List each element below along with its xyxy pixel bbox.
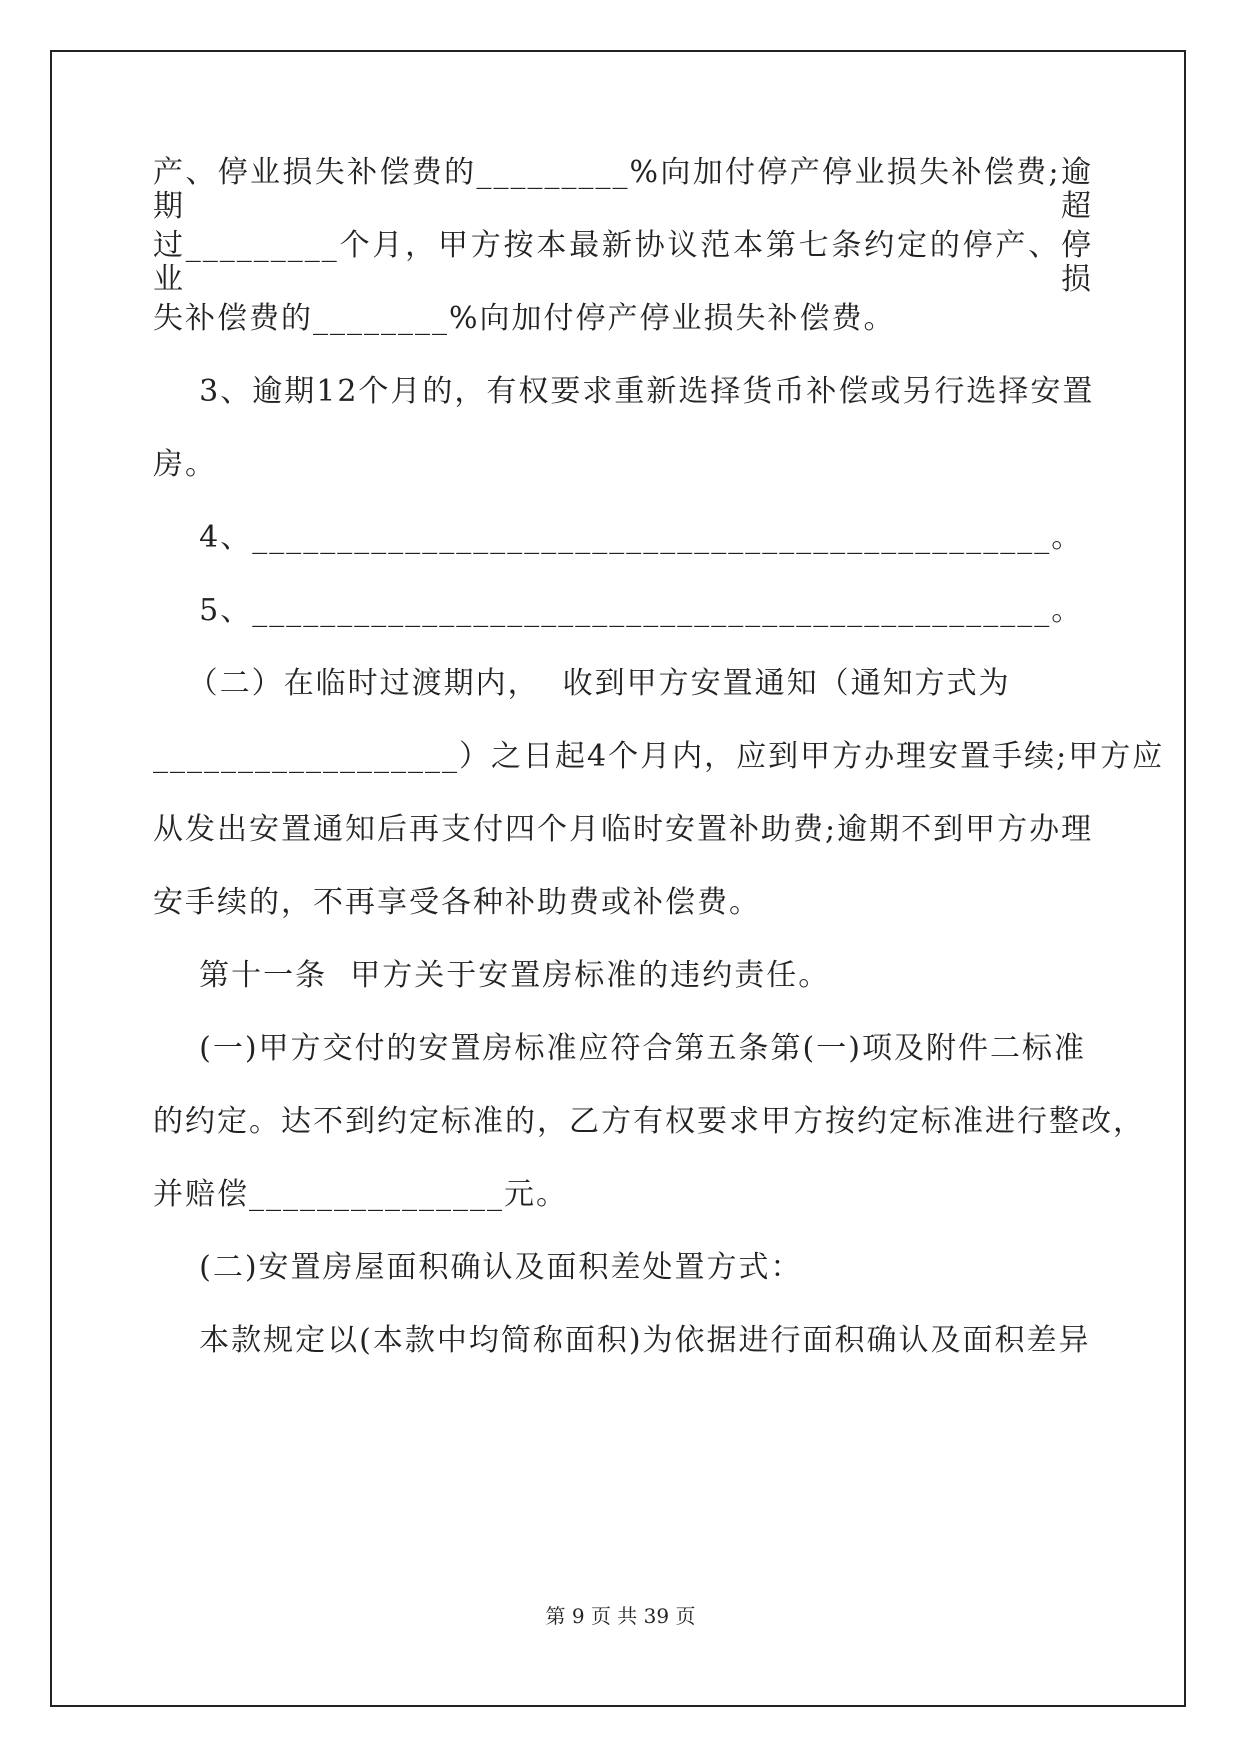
body-line: 本款规定以(本款中均简称面积)为依据进行面积确认及面积差异 <box>153 1323 1091 1358</box>
body-line: 房。 <box>153 447 217 482</box>
body-line: (二)安置房屋面积确认及面积差处置方式： <box>153 1250 803 1285</box>
body-line: 4、_______________________________________________。 <box>153 520 1084 555</box>
body-line: __________________）之日起4个月内，应到甲方办理安置手续;甲方应 <box>153 739 1165 774</box>
body-line: 安手续的，不再享受各种补助费或补偿费。 <box>153 885 761 920</box>
body-line: 5、_______________________________________________。 <box>153 593 1084 628</box>
body-line: 并赔偿_______________元。 <box>153 1177 568 1212</box>
body-line: 从发出安置通知后再支付四个月临时安置补助费;逾期不到甲方办理 <box>153 812 1094 847</box>
page-frame <box>50 50 1186 1707</box>
body-line: 失补偿费的________%向加付停产停业损失补偿费。 <box>153 301 896 336</box>
body-line: 3、逾期12个月的，有权要求重新选择货币补偿或另行选择安置 <box>153 374 1095 409</box>
body-line: 的约定。达不到约定标准的，乙方有权要求甲方按约定标准进行整改， <box>153 1104 1145 1139</box>
body-line: 过_________个月，甲方按本最新协议范本第七条约定的停产、停业损 <box>153 228 1093 297</box>
body-line: 产、停业损失补偿费的_________%向加付停产停业损失补偿费;逾期超 <box>153 155 1093 224</box>
section-heading: 第十一条 甲方关于安置房标准的违约责任。 <box>153 958 831 993</box>
body-line: （二）在临时过渡期内， 收到甲方安置通知（通知方式为 <box>153 666 1011 701</box>
page-footer: 第 9 页 共 39 页 <box>545 1604 696 1628</box>
body-line: (一)甲方交付的安置房标准应符合第五条第(一)项及附件二标准 <box>153 1031 1086 1066</box>
